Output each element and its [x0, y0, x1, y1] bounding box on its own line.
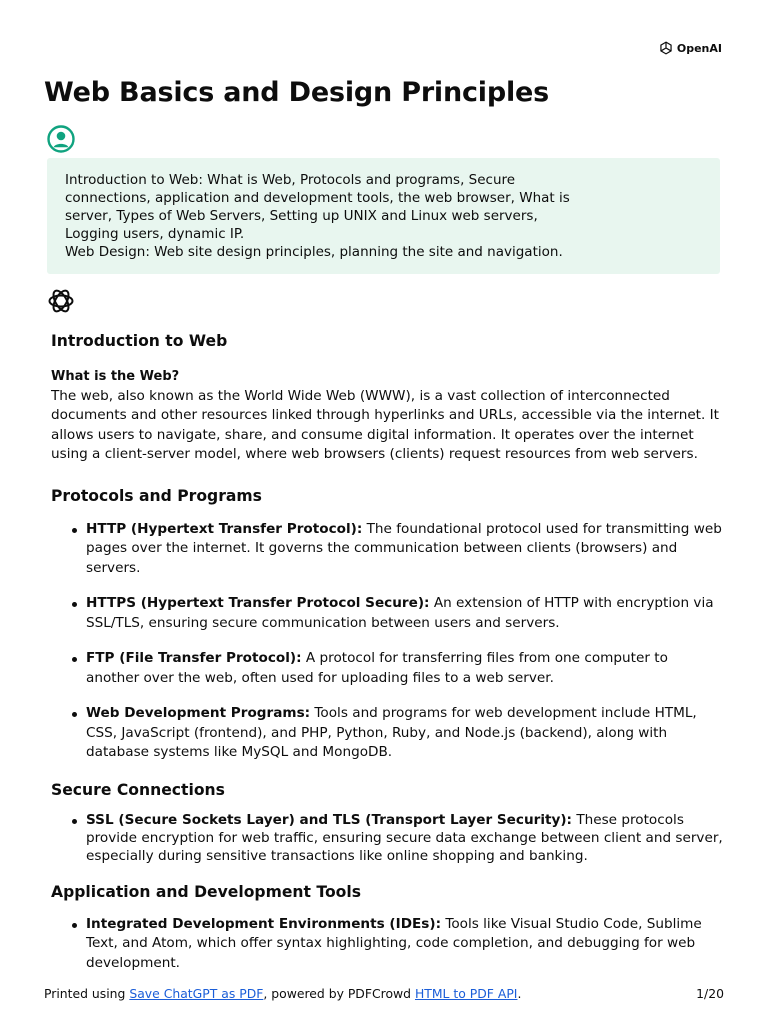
- paragraph: The web, also known as the World Wide Web (WWW), is a vast collection of interconnected documents and other resources linked through hyperlinks and URLs, accessible via the internet. It allows users to navigate, share, and consume digital information. It operates over the internet using a client-server model, where web browsers (clients) request resources from web servers.: [51, 387, 719, 462]
- section-heading: Secure Connections: [51, 780, 225, 799]
- section-heading: Introduction to Web: [51, 332, 228, 350]
- assistant-response: [51, 326, 723, 973]
- list-item: [51, 594, 723, 633]
- section-heading: Protocols and Programs: [51, 486, 262, 505]
- prompt-line: Introduction to Web: What is Web, Protocols and programs, Secure: [65, 172, 516, 188]
- list-text: Tools like Visual Studio Code, Sublime Text, and Atom, which offer syntax highlighting, code completion, and debugging for web development.: [86, 915, 702, 971]
- user-avatar-icon: [46, 124, 76, 154]
- list-item: [51, 520, 723, 579]
- list-text: A protocol for transferring files from one computer to another over the web, often used for uploading files to a web server.: [86, 650, 668, 686]
- assistant-avatar-icon: [46, 286, 76, 316]
- list-text: Tools and programs for web development include HTML, CSS, JavaScript (frontend), and PHP, Python, Ruby, and Node.js (backend), along with database systems like MySQL and MongoDB.: [86, 705, 697, 760]
- prompt-line: Web Design: Web site design principles, planning the site and navigation.: [65, 244, 563, 260]
- footer-prefix: Printed using: [44, 986, 130, 1001]
- list-term: HTTPS (Hypertext Transfer Protocol Secure):: [86, 595, 430, 611]
- prompt-line: server, Types of Web Servers, Setting up UNIX and Linux web servers,: [65, 208, 538, 224]
- prompt-line: Logging users, dynamic IP.: [65, 226, 245, 242]
- list-item: [51, 704, 723, 763]
- page-title: Web Basics and Design Principles: [44, 77, 550, 108]
- section-heading: Application and Development Tools: [51, 882, 362, 901]
- brand-name: OpenAI: [676, 41, 722, 55]
- save-chatgpt-pdf-link[interactable]: Save ChatGPT as PDF: [129, 986, 264, 1001]
- bullet-list: [51, 811, 723, 865]
- list-item: [51, 649, 723, 688]
- bullet-list: [51, 520, 723, 763]
- list-term: Integrated Development Environments (IDEs):: [86, 915, 442, 932]
- footer-middle: , powered by PDFCrowd: [263, 986, 415, 1001]
- html-to-pdf-api-link[interactable]: HTML to PDF API: [414, 986, 518, 1001]
- list-term: FTP (File Transfer Protocol):: [86, 650, 302, 666]
- list-text: These protocols provide encryption for web traffic, ensuring secure data exchange between client and server, especially during sensitive transactions like online shopping and banking.: [86, 811, 723, 864]
- openai-logo-icon: [658, 40, 674, 56]
- list-text: The foundational protocol used for transmitting web pages over the internet. It governs the communication between clients (browsers) and servers.: [86, 520, 722, 576]
- list-text: An extension of HTTP with encryption via SSL/TLS, ensuring secure communication between users and servers.: [86, 595, 714, 631]
- bullet-list: [51, 915, 723, 974]
- openai-brand: [658, 40, 722, 56]
- user-prompt: [47, 158, 720, 274]
- page-number: 1/20: [696, 986, 724, 1001]
- prompt-line: connections, application and development tools, the web browser, What is: [65, 190, 570, 206]
- list-item: [51, 811, 723, 865]
- list-term: Web Development Programs:: [86, 705, 311, 721]
- footer-suffix: .: [517, 986, 522, 1001]
- print-footer: [44, 986, 724, 1001]
- subheading: What is the Web?: [51, 369, 180, 384]
- list-term: HTTP (Hypertext Transfer Protocol):: [86, 520, 363, 537]
- list-term: SSL (Secure Sockets Layer) and TLS (Transport Layer Security):: [86, 811, 572, 828]
- list-item: [51, 915, 723, 974]
